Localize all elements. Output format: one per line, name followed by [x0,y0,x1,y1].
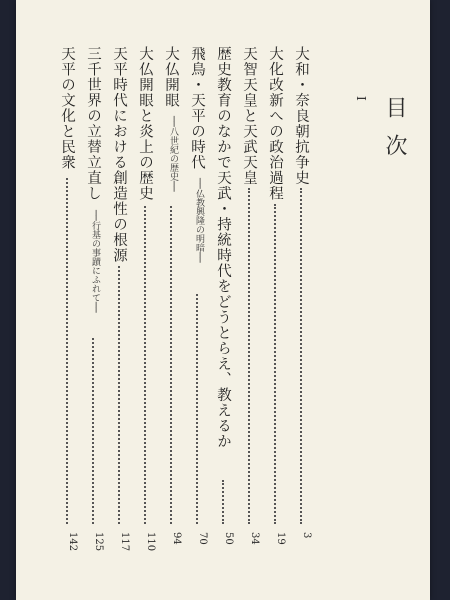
entry-title: 三千世界の立替立直し [85,46,101,201]
entry-title: 大化改新への政治過程 [267,46,283,201]
entry-page-number: 50 [223,532,234,545]
entry-title: 天平時代における創造性の根源 [111,46,127,263]
entry-title: 天智天皇と天武天皇 [241,46,257,186]
entry-page-number: 3 [301,532,312,539]
toc-entry [290,46,312,566]
section-number: I [354,96,368,101]
toc-entry [134,46,156,566]
dot-leader [248,188,250,524]
toc-title: 目次 [382,96,407,172]
entry-page-number: 34 [249,532,260,545]
toc-entry [160,46,182,566]
entry-page-number: 117 [119,532,130,552]
entry-page-number: 125 [93,532,104,552]
toc-entry [56,46,78,566]
dot-leader [144,206,146,524]
entry-title: 天平の文化と民衆 [59,46,75,170]
entry-page-number: 110 [145,532,156,552]
entry-page-number: 70 [197,532,208,545]
entry-subtitle: ──仏教興隆の明暗── [194,178,204,263]
book-page [16,0,430,600]
dot-leader [196,294,198,524]
toc-entry [108,46,130,566]
dot-leader [92,338,94,524]
entry-subtitle: ──八世紀の歴史── [168,116,178,192]
entry-title: 大仏開眼 [163,46,179,108]
toc-entry [264,46,286,566]
entry-title: 歴史教育のなかで天武・持統時代をどうとらえ、教えるか [215,46,231,449]
toc-entry [186,46,208,566]
dot-leader [300,188,302,524]
entry-page-number: 19 [275,532,286,545]
dot-leader [222,480,224,524]
toc-entry [238,46,260,566]
toc-entry [82,46,104,566]
dot-leader [66,178,68,524]
entry-page-number: 94 [171,532,182,545]
entry-page-number: 142 [67,532,78,552]
entry-subtitle: ──行基の事蹟にふれて── [90,210,100,313]
entry-title: 大仏開眼と炎上の歴史 [137,46,153,201]
entry-title: 飛鳥・天平の時代 [189,46,205,170]
dot-leader [118,266,120,524]
dot-leader [274,204,276,524]
entry-title: 大和・奈良朝抗争史 [293,46,309,186]
dot-leader [170,206,172,524]
toc-entry [212,46,234,566]
